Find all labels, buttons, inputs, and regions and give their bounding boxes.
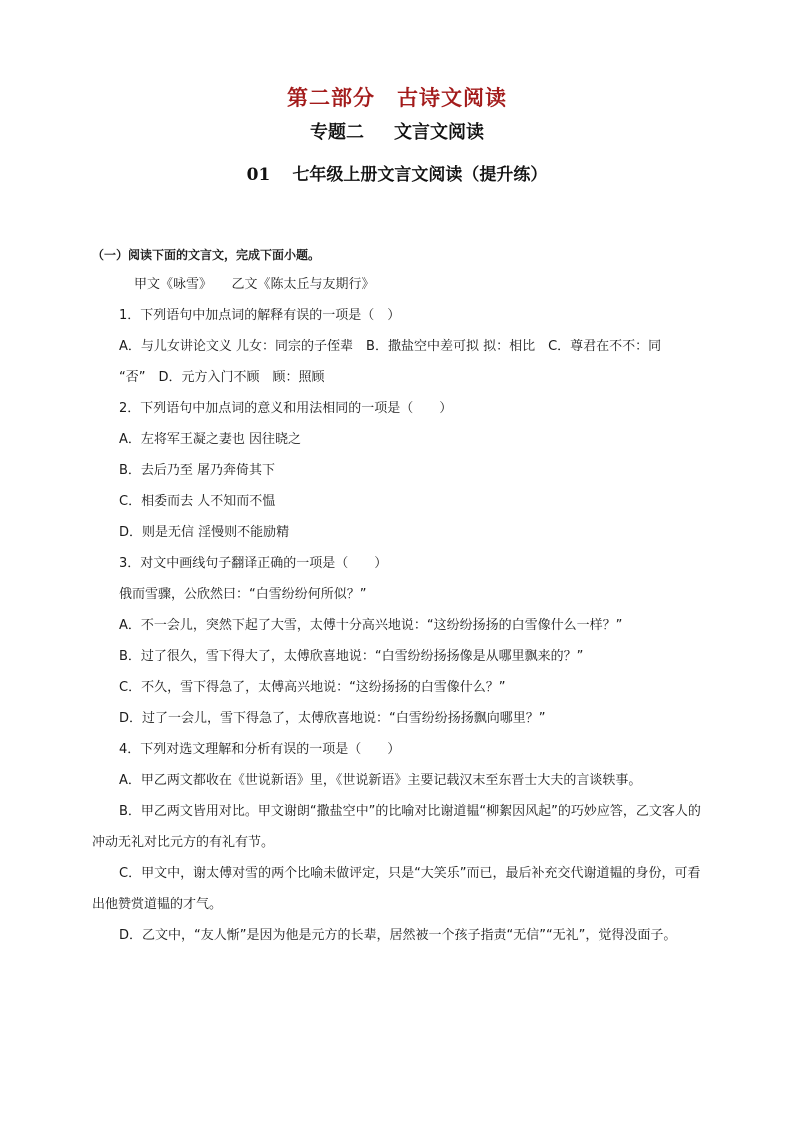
question-3-option-b: B．过了很久，雪下得大了，太傅欣喜地说：“白雪纷纷扬扬像是从哪里飘来的？”: [119, 649, 584, 664]
texts-line: 甲文《咏雪》 乙文《陈太丘与友期行》: [134, 277, 375, 292]
question-2-option-c: C．相委而去 人不知而不愠: [119, 494, 276, 509]
question-4-option-a: A．甲乙两文都收在《世说新语》里，《世说新语》主要记载汉末至东晋士大夫的言谈轶事。: [119, 773, 642, 788]
topic-name: 文言文阅读: [394, 122, 484, 143]
question-1-options: A．与儿女讲论文义 儿女：同宗的子侄辈 B．撒盐空中差可拟 拟：相比 C．尊君在不不：同: [119, 339, 662, 354]
question-2-option-d: D．则是无信 淫慢则不能励精: [119, 525, 290, 540]
question-2-option-b: B．去后乃至 屠乃奔倚其下: [119, 463, 276, 478]
question-2-option-a: A．左将军王凝之妻也 因往晓之: [119, 432, 302, 447]
topic-title: [0, 118, 794, 144]
question-4-option-d: D．乙文中，“友人惭”是因为他是元方的长辈，居然被一个孩子指责“无信”“无礼”，觉得没面子。: [119, 928, 677, 943]
question-2-stem: 2．下列语句中加点词的意义和用法相同的一项是（ ）: [119, 401, 453, 416]
question-3-quote: 俄而雪骤，公欣然曰：“白雪纷纷何所似？”: [119, 587, 367, 602]
question-3-stem: 3．对文中画线句子翻译正确的一项是（ ）: [119, 556, 388, 571]
question-4-stem: 4．下列对选文理解和分析有误的一项是（ ）: [119, 742, 401, 757]
question-4-option-b: B．甲乙两文皆用对比。甲文谢朗“撒盐空中”的比喻对比谢道韫“柳絮因风起”的巧妙应答，乙文客人的冲动无礼对比元方的有礼有节。: [92, 804, 701, 850]
question-content: [92, 240, 712, 951]
question-1-stem: 1．下列语句中加点词的解释有误的一项是（ ）: [119, 308, 401, 323]
question-3-option-d: D．过了一会儿，雪下得急了，太傅欣喜地说：“白雪纷纷扬扬飘向哪里？”: [119, 711, 546, 726]
unit-number: 01: [246, 165, 271, 185]
question-4-option-c: C．甲文中，谢太傅对雪的两个比喻未做评定，只是“大笑乐”而已，最后补充交代谢道韫的身份，可看出他赞赏道韫的才气。: [92, 866, 701, 912]
topic-number: 专题二: [310, 122, 364, 143]
main-title: 第二部分 古诗文阅读: [287, 85, 507, 110]
unit-name: 七年级上册文言文阅读（提升练）: [292, 165, 548, 185]
section-heading: （一）阅读下面的文言文，完成下面小题。: [92, 248, 321, 262]
question-3-option-a: A．不一会儿，突然下起了大雪，太傅十分高兴地说：“这纷纷扬扬的白雪像什么一样？”: [119, 618, 623, 633]
unit-title: [0, 160, 794, 185]
question-3-option-c: C．不久，雪下得急了，太傅高兴地说：“这纷扬扬的白雪像什么？”: [119, 680, 506, 695]
question-1-options-cont: “否” D．元方入门不顾 顾：照顾: [119, 370, 325, 385]
